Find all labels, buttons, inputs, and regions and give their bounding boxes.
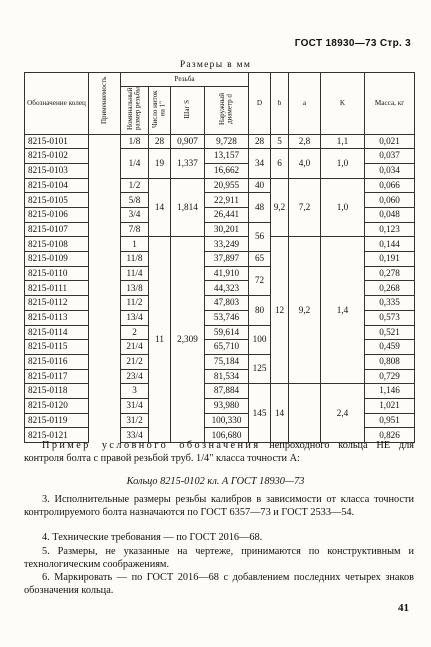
table-row: 8215-0101 1/8 28 0,907 9,728 28 5 2,8 1,1 0,021	[25, 134, 415, 149]
table-row: 8215-0119 31/2 100,330 0,951	[25, 413, 415, 428]
table-row: 8215-0111 13/8 44,323 0,268	[25, 281, 415, 296]
table-row: 8215-0105 5/8 22,911 48 0,060	[25, 193, 415, 208]
col-b-header: b	[271, 73, 289, 135]
table-row: 8215-0102 1/4 19 1,337 13,157 34 6 4,0 1,0 0,037	[25, 149, 415, 164]
page-number: 41	[398, 602, 409, 614]
col-D-header: D	[249, 73, 271, 135]
col-K-header: K	[321, 73, 365, 135]
col-code-header: Обозначение колец	[25, 73, 89, 135]
table-row: 8215-0118 3 87,884 145 14 2,4 1,146	[25, 384, 415, 399]
table-row: 8215-0106 3/4 26,441 0,048	[25, 208, 415, 223]
col-mass-header: Масса, кг	[365, 73, 415, 135]
table-row: 8215-0112 11/2 47,803 80 0,335	[25, 296, 415, 311]
note-6: 6. Маркировать — по ГОСТ 2016—68 с добавлением последних четырех знаков обозначения кольца.	[24, 572, 414, 596]
example-intro-spaced: Пример условного обозначения	[42, 440, 261, 451]
col-applicability-header: Применяемость	[89, 73, 121, 135]
example-intro-rest: непроходного кольца НЕ для контроля болта с правой резьбой труб. 1/4" класса точности А:	[24, 440, 414, 464]
table-row: 8215-0110 11/4 41,910 72 0,278	[25, 266, 415, 281]
note-4: 4. Технические требования — по ГОСТ 2016—68.	[42, 532, 263, 543]
table-row: 8215-0109 11/8 37,897 65 0,191	[25, 252, 415, 267]
table-row: 8215-0120 31/4 93,980 1,021	[25, 398, 415, 413]
note-3: 3. Исполнительные размеры резьбы калибров в зависимости от класса точности контролируемого болта назначаются по ГОСТ 6357—73 и ГОСТ 2533—54.	[24, 494, 414, 518]
table-row: 8215-0108 1 11 2,309 33,249 12 9,2 1,4 0,144	[25, 237, 415, 252]
table-row: 8215-0104 1/2 14 1,814 20,955 40 9,2 7,2 1,0 0,066	[25, 178, 415, 193]
table-row: 8215-0113 13/4 53,746 0,573	[25, 310, 415, 325]
example-designation: Кольцо 8215-0102 кл. А ГОСТ 18930—73	[126, 476, 305, 487]
table-row: 8215-0115 21/4 65,710 0,459	[25, 340, 415, 355]
table-caption: Размеры в мм	[179, 60, 252, 70]
col-a-header: a	[289, 73, 321, 135]
table-row: 8215-0116 21/2 75,184 125 0,808	[25, 354, 415, 369]
col-turns-header: Число ниток на 1"	[149, 87, 171, 135]
page-header: ГОСТ 18930—73 Стр. 3	[294, 38, 411, 49]
note-5: 5. Размеры, не указанные на чертеже, принимаются по конструктивным и технологическим соображениям.	[24, 546, 414, 570]
table-row: 8215-0103 16,662 0,034	[25, 163, 415, 178]
col-nominal-header: Номинальный размер резьбы	[121, 87, 149, 135]
table-row: 8215-0114 2 59,614 100 0,521	[25, 325, 415, 340]
table-row: 8215-0107 7/8 30,201 56 0,123	[25, 222, 415, 237]
table-row: 8215-0117 23/4 81,534 0,729	[25, 369, 415, 384]
example-paragraph	[24, 440, 414, 465]
col-pitch-header: Шаг S	[171, 87, 205, 135]
col-outer-diam-header: Наружный диаметр d	[205, 87, 249, 135]
col-thread-header: Резьба	[121, 73, 249, 87]
dimensions-table	[24, 72, 415, 443]
table-row: 8215-0121 33/4 106,680 0,826	[25, 428, 415, 443]
